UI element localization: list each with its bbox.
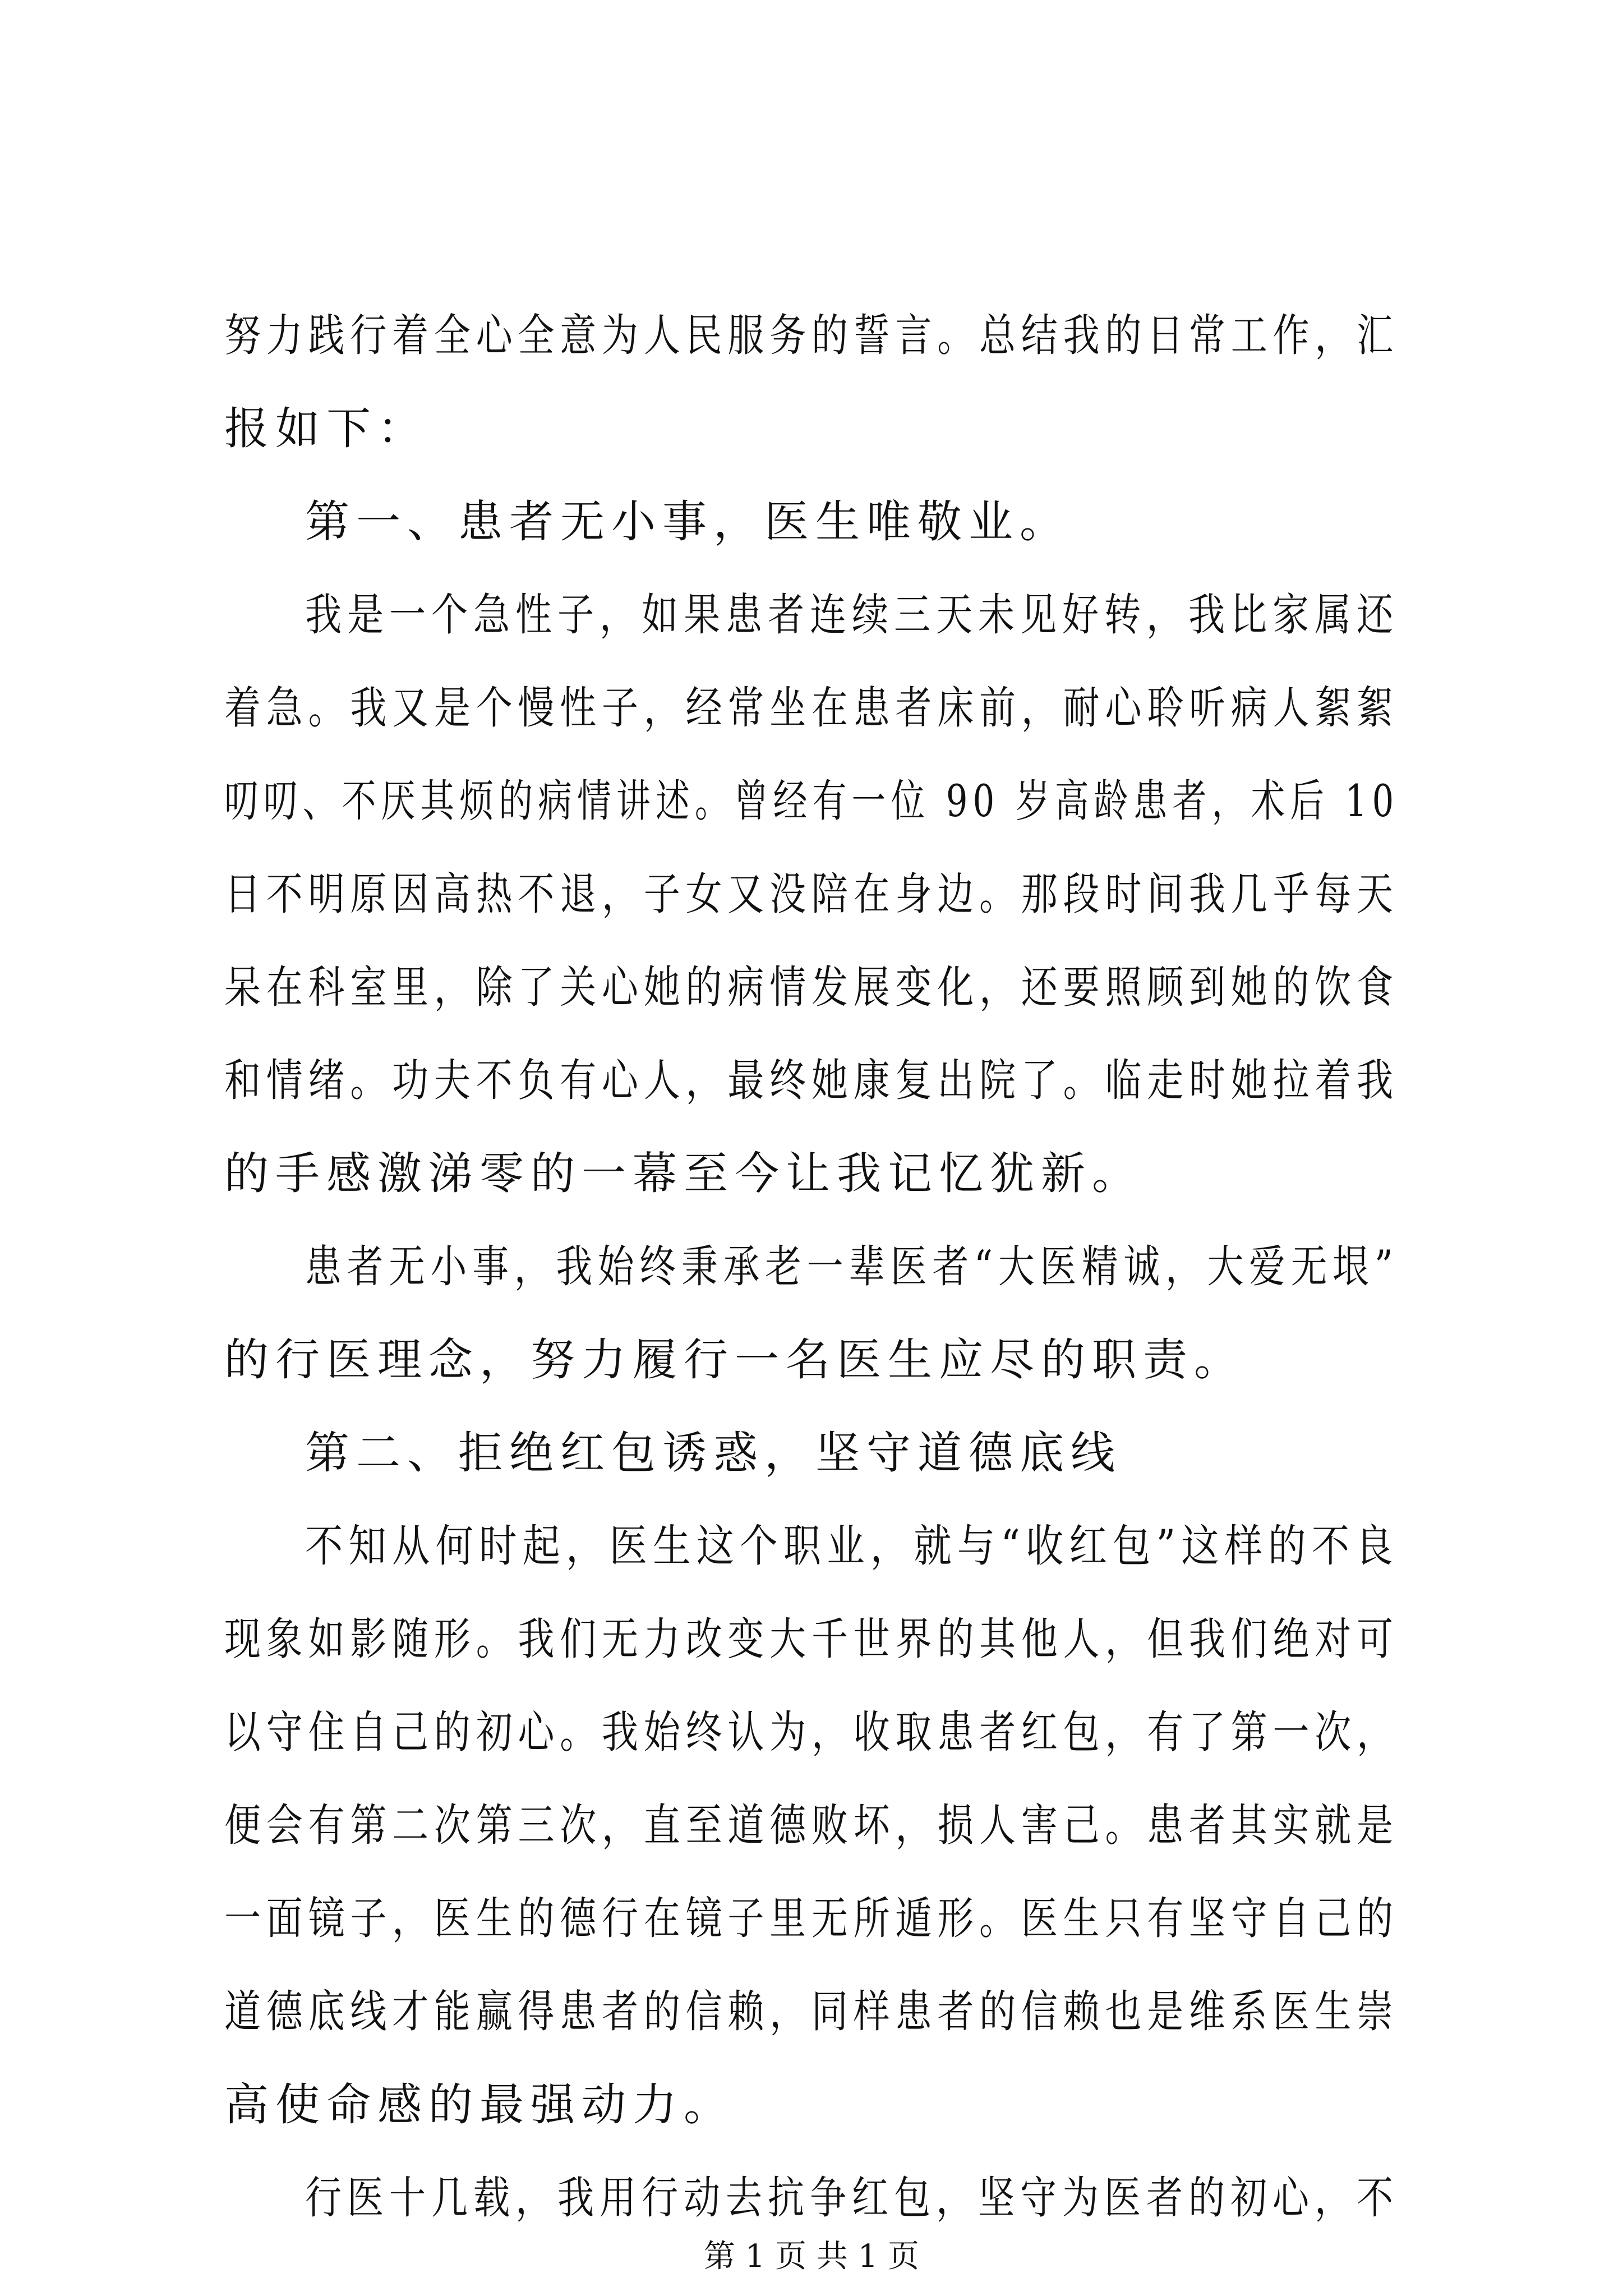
page-footer: 第 1 页 共 1 页	[703, 2238, 920, 2275]
section-heading: 第一、患者无小事，医生唯敬业。	[305, 496, 1071, 547]
section-heading: 第二、拒绝红包诱惑，坚守道德底线	[305, 1427, 1122, 1479]
text-line: 患者无小事，我始终秉承老一辈医者“大医精诚，大爱无垠”	[305, 1241, 1399, 1292]
text-line: 的行医理念，努力履行一名医生应尽的职责。	[224, 1334, 1245, 1386]
text-line: 报如下：	[224, 403, 428, 454]
text-line: 努力践行着全心全意为人民服务的誓言。总结我的日常工作，汇	[224, 310, 1399, 361]
text-line: 叨叨、不厌其烦的病情讲述。曾经有一位 90 岁高龄患者，术后 10	[224, 775, 1399, 827]
text-line: 日不明原因高热不退，子女又没陪在身边。那段时间我几乎每天	[224, 868, 1399, 920]
text-line: 行医十几载，我用行动去抗争红包，坚守为医者的初心，不	[305, 2172, 1399, 2224]
text-line: 便会有第二次第三次，直至道德败坏，损人害己。患者其实就是	[224, 1800, 1399, 1851]
text-line: 和情绪。功夫不负有心人，最终她康复出院了。临走时她拉着我	[224, 1055, 1399, 1106]
text-line: 我是一个急性子，如果患者连续三天未见好转，我比家属还	[305, 589, 1399, 641]
text-line: 的手感激涕零的一幕至今让我记忆犹新。	[224, 1148, 1143, 1199]
text-line: 呆在科室里，除了关心她的病情发展变化，还要照顾到她的饮食	[224, 961, 1399, 1013]
text-line: 以守住自己的初心。我始终认为，收取患者红包，有了第一次，	[224, 1706, 1399, 1758]
text-line: 着急。我又是个慢性子，经常坐在患者床前，耐心聆听病人絮絮	[224, 682, 1399, 734]
text-line: 不知从何时起，医生这个职业，就与“收红包”这样的不良	[305, 1520, 1399, 1572]
text-line: 道德底线才能赢得患者的信赖，同样患者的信赖也是维系医生崇	[224, 1986, 1399, 2037]
text-line: 高使命感的最强动力。	[224, 2079, 735, 2131]
text-line: 一面镜子，医生的德行在镜子里无所遁形。医生只有坚守自己的	[224, 1893, 1399, 1944]
text-line: 现象如影随形。我们无力改变大千世界的其他人，但我们绝对可	[224, 1613, 1399, 1665]
